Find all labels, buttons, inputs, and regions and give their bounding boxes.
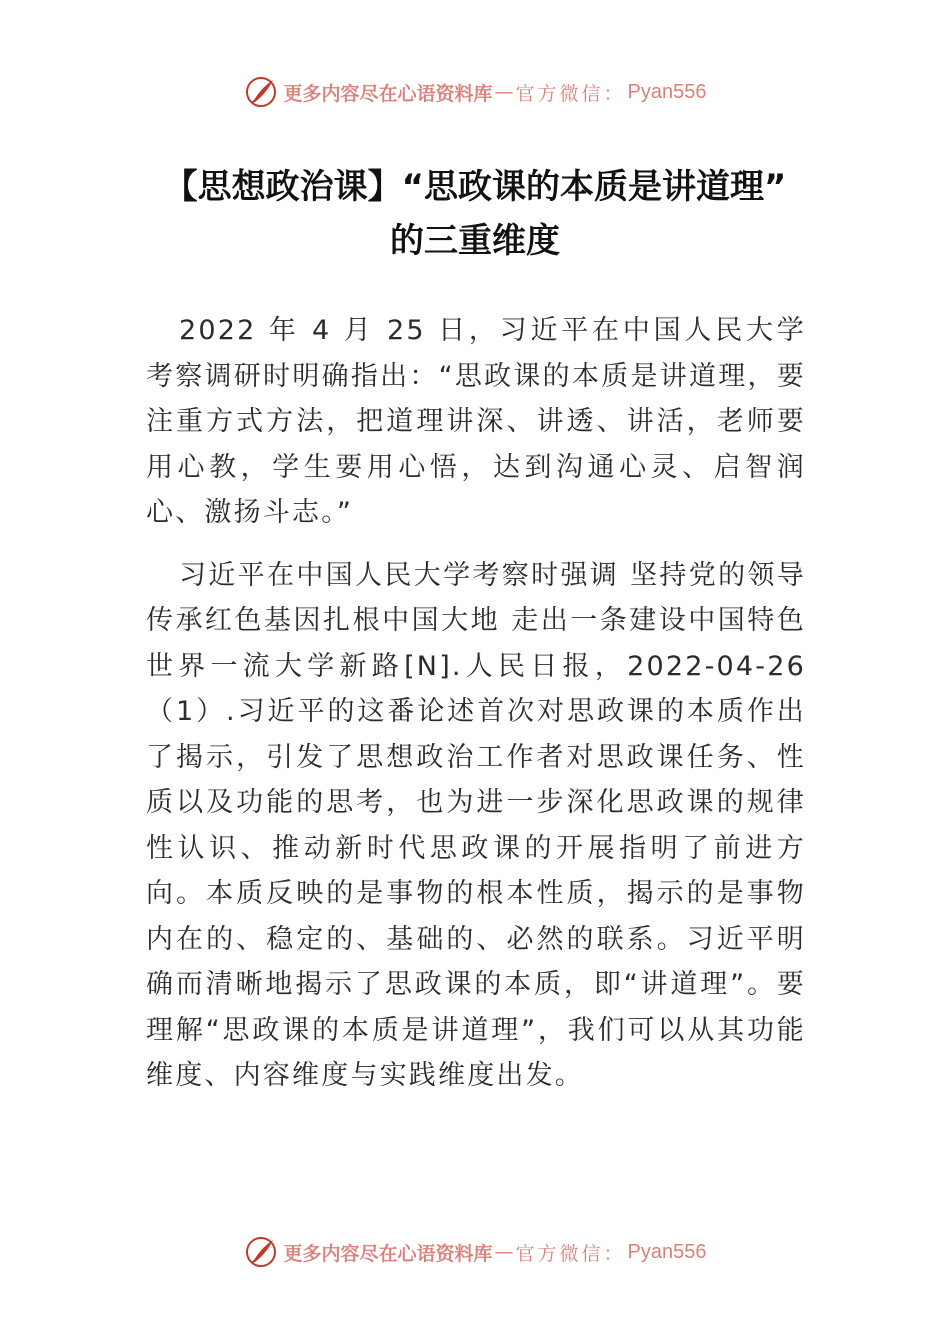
watermark-main-text: 更多内容尽在心语资料库 bbox=[283, 1242, 493, 1265]
watermark-sub-text: 官方微信： bbox=[515, 82, 626, 105]
watermark-separator: — bbox=[494, 81, 514, 103]
watermark-sub-text: 官方微信： bbox=[515, 1242, 626, 1265]
paragraph-1: 2022 年 4 月 25 日，习近平在中国人民大学考察调研时明确指出：“思政课的本质是讲道理，要注重方式方法，把道理讲深、讲透、讲活，老师要用心教，学生要用心悟，达到沟通心灵、启智润心、激扬斗志。” bbox=[146, 315, 806, 528]
title-line-2: 的三重维度 bbox=[390, 221, 560, 261]
watermark-main-text: 更多内容尽在心语资料库 bbox=[283, 82, 493, 105]
feather-quill-logo-icon bbox=[244, 75, 278, 109]
paragraph-2: 习近平在中国人民大学考察时强调 坚持党的领导传承红色基因扎根中国大地 走出一条建设中国特色世界一流大学新路[N].人民日报，2022-04-26（1）.习近平的这番论述首次对思政课的本质作出了揭示，引发了思想政治工作者对思政课任务、性质以及功能的思考，也为进一步深化思政课的规律性认识、推动新时代思政课的开展指明了前进方向。本质反映的是事物的根本性质，揭示的是事物内在的、稳定的、基础的、必然的联系。习近平明确而清晰地揭示了思政课的本质，即“讲道理”。要理解“思政课的本质是讲道理”，我们可以从其功能维度、内容维度与实践维度出发。 bbox=[146, 559, 806, 1091]
watermark-separator: — bbox=[494, 1241, 514, 1263]
title-line-1: 【思想政治课】“思政课的本质是讲道理” bbox=[163, 167, 787, 207]
header-watermark bbox=[0, 72, 950, 112]
footer-watermark bbox=[0, 1232, 950, 1272]
document-title bbox=[60, 160, 890, 268]
watermark-wechat-id: Pyan556 bbox=[627, 80, 707, 103]
watermark-wechat-id: Pyan556 bbox=[627, 1240, 707, 1263]
feather-quill-logo-icon bbox=[244, 1235, 278, 1269]
document-body bbox=[146, 308, 806, 1116]
